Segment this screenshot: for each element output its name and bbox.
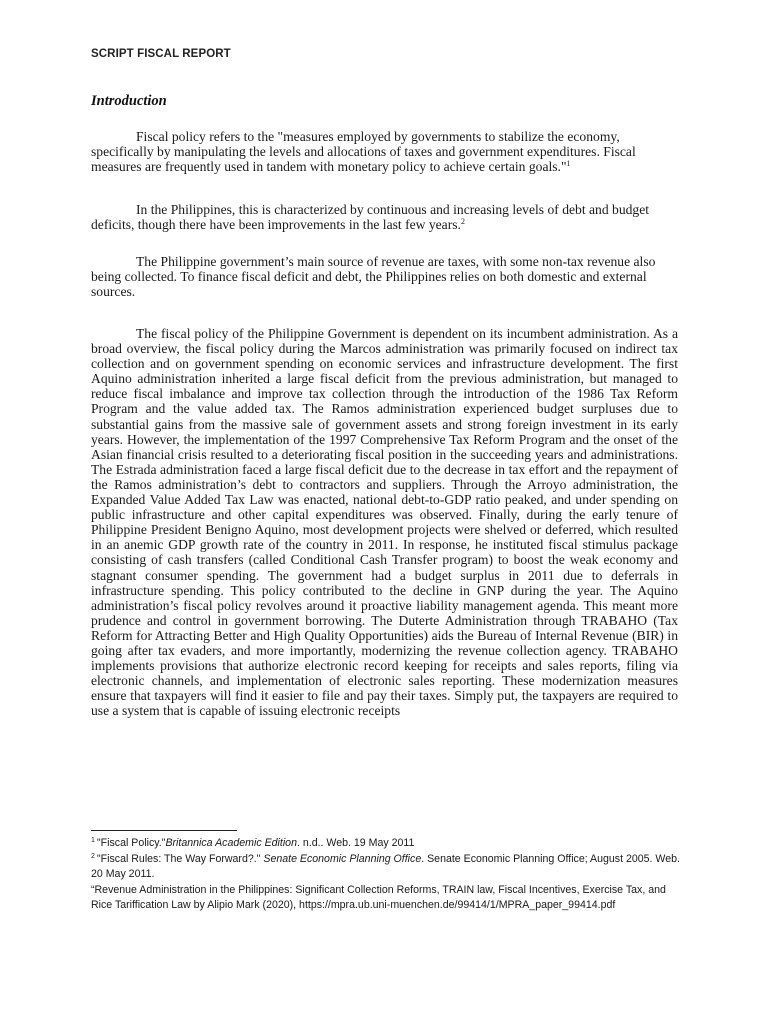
footnotes	[91, 836, 681, 914]
footnote-1-pre: "Fiscal Policy."	[96, 837, 166, 849]
footnote-1	[91, 836, 681, 852]
footnote-separator	[91, 830, 237, 831]
footnote-ref-1[interactable]: 1	[566, 159, 571, 169]
footnote-2	[91, 852, 681, 883]
footnote-2-source: Senate Economic Planning Office	[263, 852, 422, 865]
footnote-ref-2[interactable]: 2	[460, 217, 465, 227]
paragraph-1-text: Fiscal policy refers to the "measures employed by governments to stabilize the economy, specifically by manipulating the levels and allocations of taxes and government expenditures. Fiscal measures are frequently used in tandem with monetary policy to achieve certain goals."	[91, 129, 636, 175]
paragraph-3-text: The Philippine government’s main source of revenue are taxes, with some non-tax revenue also being collected. To finance fiscal deficit and debt, the Philippines relies on both domestic and external sources.	[91, 254, 656, 300]
footnote-1-source: Britannica Academic Edition	[165, 837, 297, 849]
paragraph-2	[91, 202, 678, 232]
paragraph-1	[91, 129, 678, 174]
footnote-3: “Revenue Administration in the Philippines: Significant Collection Reforms, TRAIN law, Fiscal Incentives, Exercise Tax, and Rice Tariffication Law by Alipio Mark (2020), https://mpra.ub.uni-muenchen.de/99414/1/MPRA_paper_99414.pdf	[91, 883, 666, 912]
footnote-1-post: . n.d.. Web. 19 May 2011	[296, 837, 415, 849]
footnote-2-mark: 2	[91, 852, 95, 860]
footnote-2-pre: "Fiscal Rules: The Way Forward?."	[96, 852, 264, 865]
paragraph-4-text: The fiscal policy of the Philippine Government is dependent on its incumbent administration. As a broad overview, the fiscal policy during the Marcos administration was primarily focused on indirect tax collection and on government spending on economic services and infrastructure development. The first Aquino administration inherited a large fiscal deficit from the previous administration, but managed to reduce fiscal imbalance and improve tax collection through the introduction of the 1986 Tax Reform Program and the value added tax. The Ramos administration experienced budget surpluses due to substantial gains from the massive sale of government assets and strong foreign investment in its early years. However, the implementation of the 1997 Comprehensive Tax Reform Program and the onset of the Asian financial crisis resulted to a deteriorating fiscal position in the succeeding years and administrations. The Estrada administration faced a large fiscal deficit due to the decrease in tax effort and the repayment of the Ramos administration’s debt to contractors and suppliers. Through the Arroyo administration, the Expanded Value Added Tax Law was enacted, national debt-to-GDP ratio peaked, and under spending on public infrastructure and other capital expenditures was observed. Finally, during the early tenure of Philippine President Benigno Aquino, most development projects were shelved or deferred, which resulted in an anemic GDP growth rate of the country in 2011. In response, he instituted fiscal stimulus package consisting of cash transfers (called Conditional Cash Transfer program) to boost the weak economy and stagnant consumer spending. The government had a budget surplus in 2011 due to deferrals in infrastructure spending. This policy contributed to the decline in GNP during the year. The Aquino administration’s fiscal policy revolves around it proactive liability management agenda. This meant more prudence and control in government borrowing. The Duterte Administration through TRABAHO (Tax Reform for Attracting Better and High Quality Opportunities) aids the Bureau of Internal Revenue (BIR) in going after tax evaders, and more importantly, modernizing the revenue collection agency. TRABAHO implements provisions that authorize electronic record keeping for receipts and sales reports, filing via electronic channels, and implementation of electronic sales reporting. These modernization measures ensure that taxpayers will find it easier to file and pay their taxes. Simply put, the taxpayers are required to use a system that is capable of issuing electronic receipts	[91, 326, 678, 719]
document-header: SCRIPT FISCAL REPORT	[91, 48, 231, 60]
section-heading: Introduction	[91, 93, 167, 109]
footnote-2-post: . Senate Economic Planning Office; August 2005. Web. 20 May 2011.	[91, 852, 680, 881]
footnote-1-mark: 1	[91, 837, 95, 844]
paragraph-2-text: In the Philippines, this is characterized by continuous and increasing levels of debt and budget deficits, though there have been improvements in the last few years.	[91, 202, 650, 233]
paragraph-4	[91, 326, 678, 718]
paragraph-3	[91, 254, 678, 299]
